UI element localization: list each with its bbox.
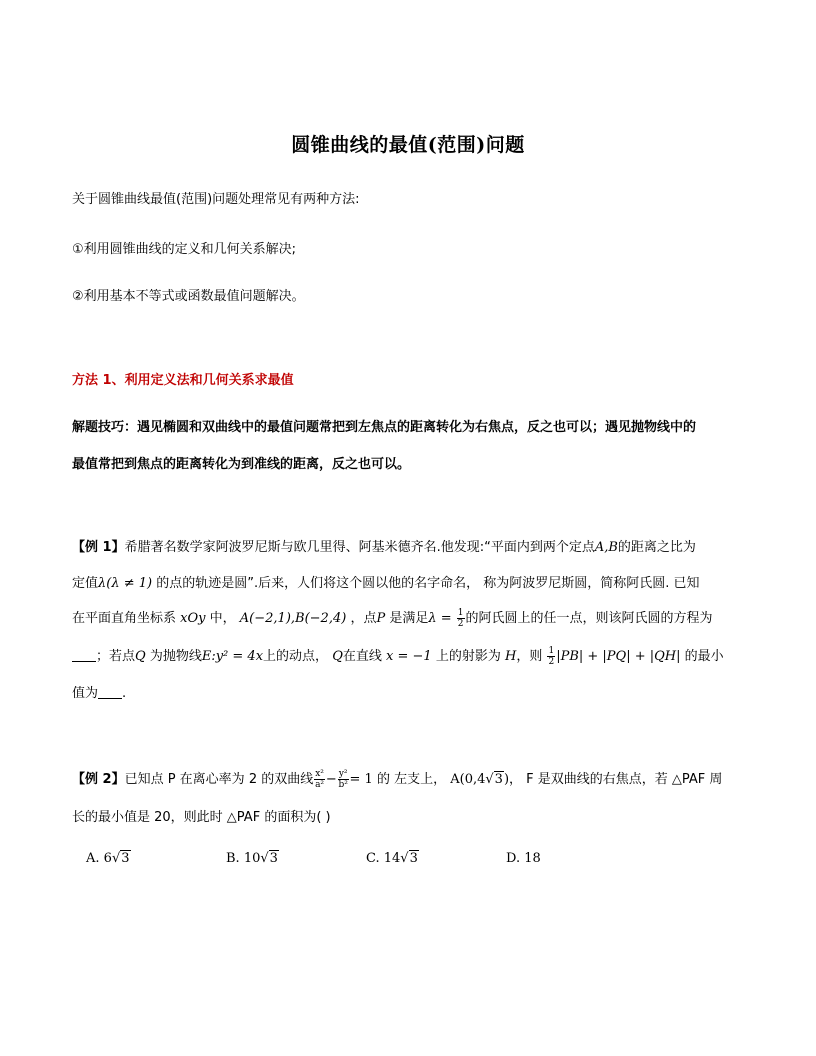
- answer-blank-1: [72, 649, 96, 662]
- option-d[interactable]: D. 18: [506, 851, 541, 866]
- option-c[interactable]: C. 14√3: [366, 851, 418, 866]
- example-1-line-1: 【例 1】希腊著名数学家阿波罗尼斯与欧几里得、阿基米德齐名.他发现:“平面内到两个定点A,B的距离之比为: [72, 540, 696, 555]
- example-1-line-4: ；若点Q 为抛物线E:y² = 4x上的动点， Q在直线 x = −1 上的射影为 H，则 $\frac{1}{2}$ |PB| + |PQ| + |QH| 的最小: [72, 645, 724, 667]
- method-1-heading: 方法 1、利用定义法和几何关系求最值: [72, 373, 294, 388]
- option-b[interactable]: B. 10√3: [226, 851, 278, 866]
- example-1-line-5: 值为 .: [72, 686, 127, 701]
- answer-blank-2: [98, 686, 122, 699]
- fraction-one-half: $\frac{1}{2}$: [457, 608, 464, 629]
- tip-line-2: 最值常把到焦点的距离转化为到准线的距离，反之也可以。: [72, 457, 411, 472]
- example-1-label: 【例 1】: [72, 540, 125, 555]
- intro-line: 关于圆锥曲线最值(范围)问题处理常见有两种方法:: [72, 192, 360, 207]
- option-a[interactable]: A. 6√3: [86, 851, 130, 866]
- fraction-y2-b2: $\frac{\text{y²}}{\text{b²}}$: [338, 769, 348, 790]
- example-2-label: 【例 2】: [72, 772, 125, 787]
- fraction-one-half: $\frac{1}{2}$: [548, 646, 555, 667]
- example-2-line-1: 【例 2】已知点 P 在离心率为 2 的双曲线 $\frac{\text{x²}}{\text{a²}}$ − $\frac{\text{y²}}{\text{b²}}$ = 1 的 左支上， A(0,4√3)， F 是双曲线的右焦点，若 △PAF 周: [72, 769, 723, 790]
- intro-item-2: ②利用基本不等式或函数最值问题解决。: [72, 289, 305, 304]
- sqrt-symbol: √3: [485, 772, 503, 787]
- fraction-x2-a2: $\frac{\text{x²}}{\text{a²}}$: [315, 769, 325, 790]
- intro-item-1: ①利用圆锥曲线的定义和几何关系解决;: [72, 242, 297, 257]
- example-1-line-3: 在平面直角坐标系 xOy 中， A(−2,1),B(−2,4) ，点P 是满足λ = $\frac{1}{2}$ 的阿氏圆上的任一点，则该阿氏圆的方程为: [72, 608, 713, 629]
- example-2-line-2: 长的最小值是 20，则此时 △PAF 的面积为( ): [72, 810, 331, 825]
- tip-line-1: 解题技巧：遇见椭圆和双曲线中的最值问题常把到左焦点的距离转化为右焦点，反之也可以；遇见抛物线中的: [72, 420, 697, 435]
- page-title: 圆锥曲线的最值(范围)问题: [291, 134, 525, 156]
- example-1-line-2: 定值λ(λ ≠ 1) 的点的轨迹是圆”.后来，人们将这个圆以他的名字命名， 称为阿波罗尼斯圆，简称阿氏圆. 已知: [72, 576, 700, 591]
